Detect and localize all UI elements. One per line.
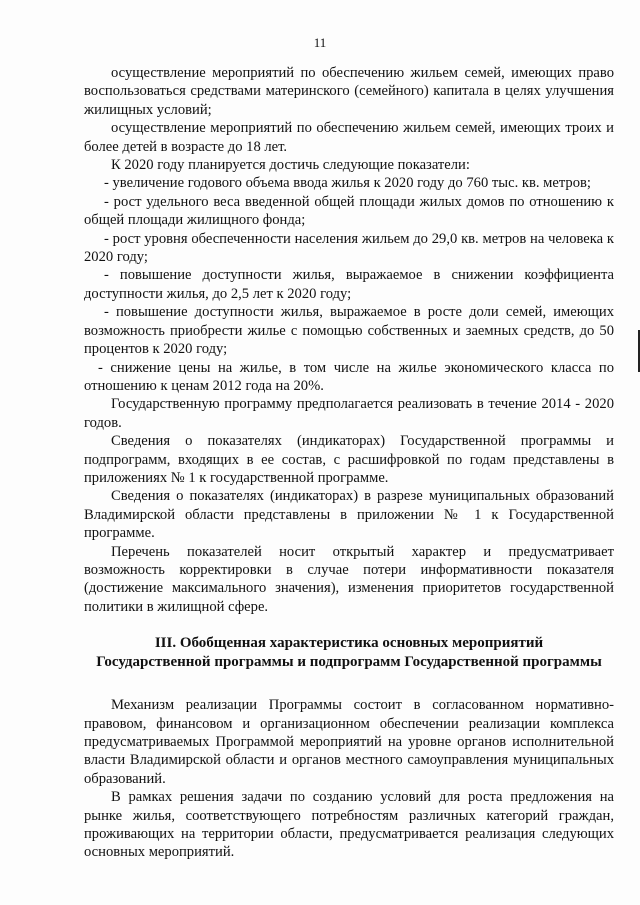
paragraph: Сведения о показателях (индикаторах) Государственной программы и подпрограмм, входящих в ее состав, с расшифровкой по годам представлены в приложениях № 1 к государственной программе. bbox=[84, 433, 614, 486]
list-item: - рост уровня обеспеченности населения жильем до 29,0 кв. метров на человека к 2020 году; bbox=[84, 230, 614, 266]
page-number: 11 bbox=[313, 35, 327, 50]
paragraph: Сведения о показателях (индикаторах) в разрезе муниципальных образований Владимирской области представлены в приложении № 1 к Государственной программе. bbox=[84, 488, 614, 542]
list-item: - повышение доступности жилья, выражаемое в снижении коэффициента доступности жилья, до 2,5 лет к 2020 году; bbox=[84, 267, 614, 302]
paragraph: К 2020 году планируется достичь следующие показатели: bbox=[111, 157, 470, 174]
list-item: - снижение цены на жилье, в том числе на жилье экономического класса по отношению к ценам 2012 года на 20%. bbox=[84, 359, 614, 394]
list-item: - увеличение годового объема ввода жилья к 2020 году до 760 тыс. кв. метров; bbox=[104, 175, 591, 192]
paragraph: Перечень показателей носит открытый характер и предусматривает возможность корректировки в случае потери информативности показателя (достижение максимального значения), изменения приоритетов государственной политики в жилищной сфере. bbox=[84, 543, 614, 615]
paragraph: В рамках решения задачи по созданию условий для роста предложения на рынке жилья, соответствующего потребностям различных категорий граждан, проживающих на территории области, предусматривается реализация следующих основных мероприятий. bbox=[84, 789, 614, 861]
section-title bbox=[84, 634, 614, 671]
document-body bbox=[84, 64, 614, 862]
paragraph: осуществление мероприятий по обеспечению жильем семей, имеющих право воспользоваться средствами материнского (семейного) капитала в целях улучшения жилищных условий; bbox=[84, 65, 614, 118]
list-item: - рост удельного веса введенной общей площади жилых домов по отношению к общей площади жилищного фонда; bbox=[84, 193, 614, 229]
section-title-line-1: III. Обобщенная характеристика основных мероприятий bbox=[154, 635, 544, 652]
paragraph: осуществление мероприятий по обеспечению жильем семей, имеющих троих и более детей в возрасте до 18 лет. bbox=[84, 120, 614, 155]
paragraph: Механизм реализации Программы состоит в согласованном нормативно-правовом, финансовом и организационном обеспечении реализации комплекса предусматриваемых Программой мероприятий на уровне органов исполнительной власти Владимирской области и органов местного самоуправления муниципальных образований. bbox=[84, 697, 614, 787]
paragraph: Государственную программу предполагается реализовать в течение 2014 - 2020 годов. bbox=[84, 396, 614, 431]
list-item: - повышение доступности жилья, выражаемое в росте доли семей, имеющих возможность приобрести жилье с помощью собственных и заемных средств, до 50 процентов к 2020 году; bbox=[84, 304, 614, 358]
section-title-line-2: Государственной программы и подпрограмм Государственной программы bbox=[96, 653, 602, 670]
